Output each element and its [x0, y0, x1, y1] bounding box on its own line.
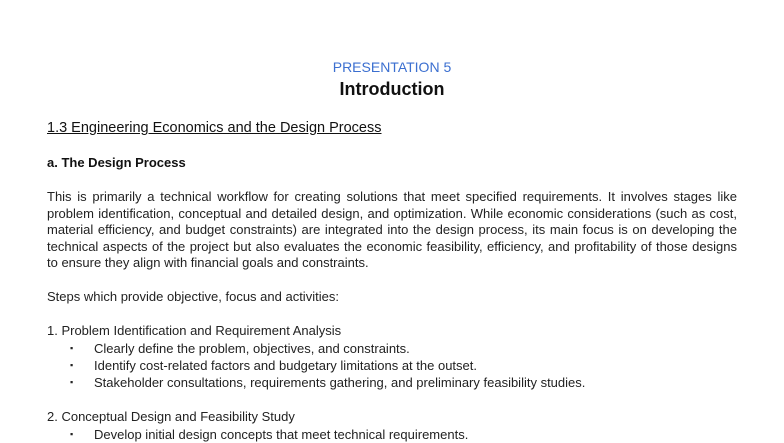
step-2-bullet-list	[70, 426, 468, 443]
bullet-text: Identify cost-related factors and budgetary limitations at the outset.	[94, 358, 477, 373]
section-heading: 1.3 Engineering Economics and the Design Process	[47, 120, 382, 136]
bullet-icon: ▪	[70, 429, 74, 439]
page-title: Introduction	[339, 79, 445, 99]
list-item	[70, 374, 585, 391]
step-1-bullet-list	[70, 340, 585, 391]
sub-heading: a. The Design Process	[47, 155, 186, 170]
bullet-text: Develop initial design concepts that meet technical requirements.	[94, 427, 469, 442]
presentation-label: PRESENTATION 5	[332, 59, 452, 75]
bullet-text: Clearly define the problem, objectives, and constraints.	[94, 341, 410, 356]
list-item	[70, 357, 585, 374]
bullet-text: Stakeholder consultations, requirements gathering, and preliminary feasibility studies.	[94, 375, 586, 390]
bullet-icon: ▪	[70, 343, 74, 353]
list-item	[70, 340, 585, 357]
step-1-title: 1. Problem Identification and Requirement Analysis	[47, 323, 342, 338]
body-paragraph: This is primarily a technical workflow for creating solutions that meet specified requirements. It involves stages like problem identification, conceptual and detailed design, and optimization. While economic considerations (such as cost, material efficiency, and budget constraints) are integrated into the design process, its main focus is on developing the technical aspects of the project but also evaluates the economic feasibility, efficiency, and profitability of those designs to ensure they align with financial goals and constraints.	[47, 189, 737, 271]
step-2-title: 2. Conceptual Design and Feasibility Study	[47, 409, 295, 424]
steps-intro: Steps which provide objective, focus and activities:	[47, 289, 339, 304]
bullet-icon: ▪	[70, 360, 74, 370]
list-item	[70, 426, 468, 443]
bullet-icon: ▪	[70, 377, 74, 387]
